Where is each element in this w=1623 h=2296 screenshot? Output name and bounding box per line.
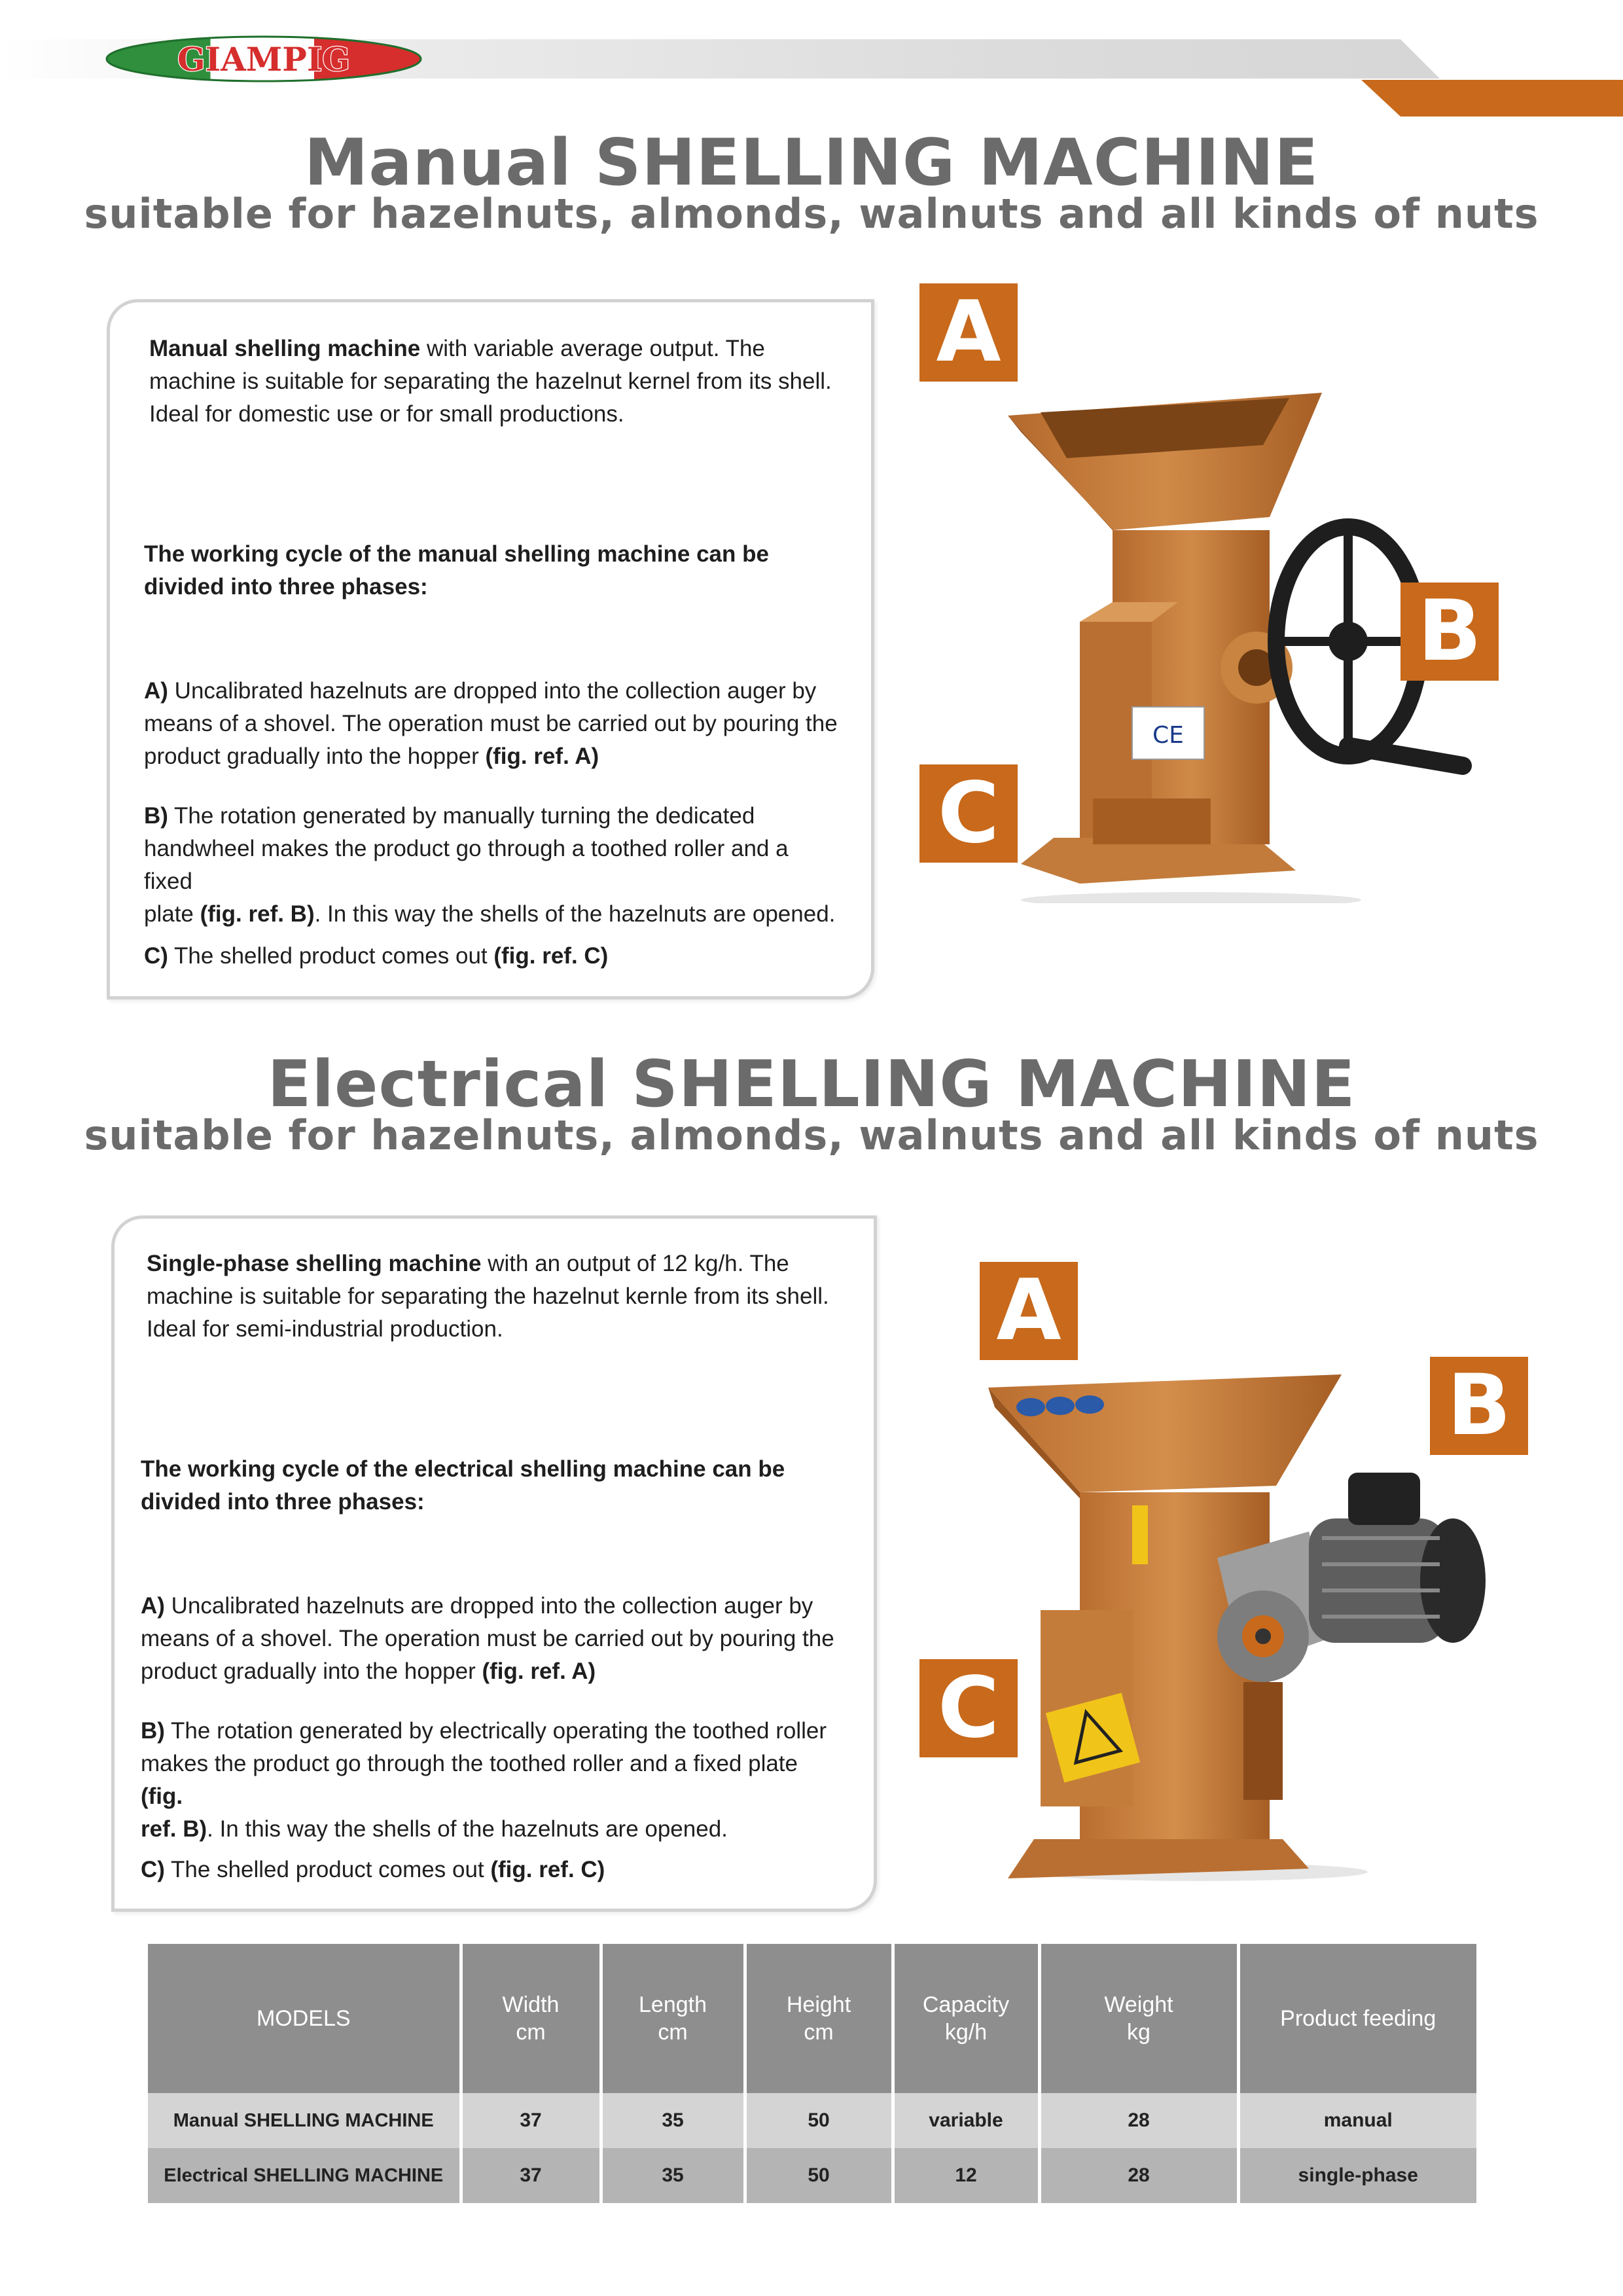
table-row: [148, 2148, 1476, 2203]
cell-capacity: variable: [893, 2093, 1039, 2148]
header-length: Length cm: [601, 1944, 745, 2093]
electrical-subtitle: suitable for hazelnuts, almonds, walnuts and all kinds of nuts: [84, 1111, 1539, 1159]
header-weight: Weight kg: [1039, 1944, 1238, 2093]
cell-model: Manual SHELLING MACHINE: [148, 2093, 461, 2148]
header-product-feeding: Product feeding: [1238, 1944, 1476, 2093]
electrical-phase-c: C) The shelled product comes out (fig. ref. C): [141, 1857, 605, 1882]
table-header-row: [148, 1944, 1476, 2093]
manual-subtitle: suitable for hazelnuts, almonds, walnuts and all kinds of nuts: [84, 190, 1539, 238]
header-height: Height cm: [745, 1944, 893, 2093]
cell-width: 37: [461, 2093, 601, 2148]
electrical-phase-b: B) The rotation generated by electrically operating the toothed roller makes the product go through the toothed roller and a fixed plate (fig. ref. B). In this way the shells of the hazelnuts are opened.: [141, 1718, 827, 1842]
cell-length: 35: [601, 2093, 745, 2148]
manual-phase-a: A) Uncalibrated hazelnuts are dropped into the collection auger by means of a shovel. The operation must be carried out by pouring the product gradually into the hopper (fig. ref. A): [144, 678, 838, 769]
cell-feeding: single-phase: [1238, 2148, 1476, 2203]
manual-phase-b: B) The rotation generated by manually turning the dedicated handwheel makes the product go through a toothed roller and a fixed plate (fig. ref. B). In this way the shells of the hazelnuts are opened.: [144, 803, 836, 927]
cell-weight: 28: [1039, 2148, 1238, 2203]
cell-model: Electrical SHELLING MACHINE: [148, 2148, 461, 2203]
cell-width: 37: [461, 2148, 601, 2203]
manual-phase-c: C) The shelled product comes out (fig. ref. C): [144, 943, 609, 969]
electrical-cycle-heading: The working cycle of the electrical shelling machine can be divided into three phases:: [141, 1456, 785, 1515]
cell-weight: 28: [1039, 2093, 1238, 2148]
svg-text:GIAMPIG: GIAMPIG: [177, 40, 350, 79]
cell-feeding: manual: [1238, 2093, 1476, 2148]
manual-title: Manual SHELLING MACHINE: [304, 126, 1319, 200]
header-width: Width cm: [461, 1944, 601, 2093]
manual-badge-a: A: [919, 283, 1018, 382]
specifications-table: [148, 1944, 1476, 2203]
manual-intro: Manual shelling machine with variable average output. The machine is suitable for separating the hazelnut kernel from its shell. Ideal for domestic use or for small productions.: [149, 336, 832, 427]
svg-text:CE: CE: [1152, 722, 1184, 749]
cell-capacity: 12: [893, 2148, 1039, 2203]
electrical-intro: Single-phase shelling machine with an output of 12 kg/h. The machine is suitable for separating the hazelnut kernle from its shell. Ideal for semi-industrial production.: [147, 1251, 829, 1342]
table-row: [148, 2093, 1476, 2148]
brand-logo: [103, 34, 424, 84]
header-models: MODELS: [148, 1944, 461, 2093]
manual-badge-b: B: [1400, 583, 1499, 681]
header-accent: [1361, 80, 1623, 117]
header-capacity: Capacity kg/h: [893, 1944, 1039, 2093]
cell-height: 50: [745, 2093, 893, 2148]
cell-height: 50: [745, 2148, 893, 2203]
cell-length: 35: [601, 2148, 745, 2203]
electrical-machine-image: [969, 1361, 1505, 1885]
electrical-badge-a: A: [980, 1262, 1078, 1360]
electrical-badge-c: C: [919, 1659, 1018, 1757]
electrical-title: Electrical SHELLING MACHINE: [267, 1047, 1356, 1122]
electrical-badge-b: B: [1430, 1357, 1528, 1455]
electrical-phase-a: A) Uncalibrated hazelnuts are dropped into the collection auger by means of a shovel. The operation must be carried out by pouring the product gradually into the hopper (fig. ref. A): [141, 1593, 834, 1684]
manual-cycle-heading: The working cycle of the manual shelling machine can be divided into three phases:: [144, 541, 769, 600]
manual-badge-c: C: [919, 764, 1018, 863]
